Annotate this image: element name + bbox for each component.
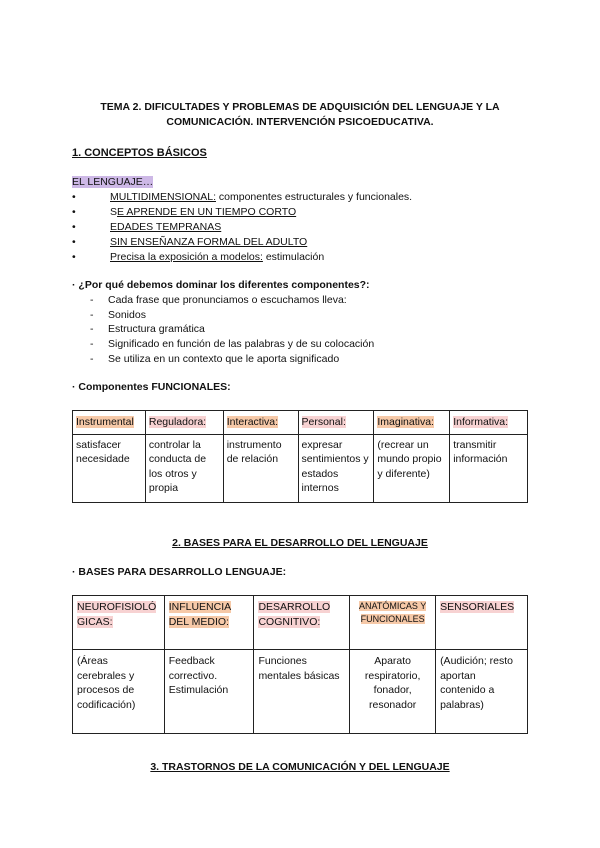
table-cell: Funciones mentales básicas <box>254 650 350 734</box>
lenguaje-label <box>72 175 153 190</box>
bullet-dot: • <box>72 251 76 263</box>
dash-item <box>90 322 94 337</box>
dash-char: - <box>90 338 94 350</box>
table-header-cell <box>436 596 528 650</box>
table-cell: controlar la conducta de los otros y propia <box>145 434 223 502</box>
functional-components-heading: · Componentes FUNCIONALES: <box>72 381 231 393</box>
table-cell: transmitir información <box>450 434 528 502</box>
bullet-item <box>72 205 297 220</box>
bases-subheading: · BASES PARA DESARROLLO LENGUAJE: <box>72 566 287 578</box>
bullet-underlined: MULTIDIMENSIONAL: <box>110 191 216 203</box>
table-header-cell <box>254 596 350 650</box>
table-cell: instrumento de relación <box>223 434 298 502</box>
table-cell: expresar sentimientos y estados internos <box>298 434 374 502</box>
header-interactiva: Interactiva: <box>226 416 279 428</box>
dash-item <box>90 293 94 308</box>
functional-components-table <box>72 410 528 503</box>
table-header-cell <box>298 411 374 435</box>
bullet-underlined: E APRENDE EN UN TIEMPO CORTO <box>117 206 297 218</box>
bullet-dot: • <box>72 236 76 248</box>
table-header-cell <box>164 596 254 650</box>
table-header-cell <box>223 411 298 435</box>
header-sensoriales: SENSORIALES <box>440 601 515 613</box>
dash-item <box>90 308 94 323</box>
dash-item <box>90 352 94 367</box>
dash-item <box>90 337 94 352</box>
dash-item-text: Estructura gramática <box>108 323 205 335</box>
bullet-underlined: Precisa la exposición a modelos: <box>110 251 263 263</box>
components-question: · ¿Por qué debemos dominar los diferentes componentes?: <box>72 279 370 291</box>
header-influencia-medio: INFLUENCIA DEL MEDIO: <box>168 601 232 628</box>
dash-char: - <box>90 309 94 321</box>
section-3-heading: 3. TRASTORNOS DE LA COMUNICACIÓN Y DEL LENGUAJE <box>150 761 450 773</box>
header-anatomicas: ANATÓMICAS Y FUNCIONALES <box>359 601 427 624</box>
bullet-item <box>72 250 325 265</box>
bullet-item <box>72 235 308 250</box>
dash-item-text: Significado en función de las palabras y de su colocación <box>108 338 375 350</box>
bullet-dot: • <box>72 191 76 203</box>
bullet-underlined: EDADES TEMPRANAS <box>110 221 222 233</box>
document-title: TEMA 2. DIFICULTADES Y PROBLEMAS DE ADQUISICIÓN DEL LENGUAJE Y LA COMUNICACIÓN. INTERVENCIÓN PSICOEDUCATIVA. <box>100 101 500 128</box>
table-header-row <box>73 411 528 435</box>
bullet-underlined: SIN ENSEÑANZA FORMAL DEL ADULTO <box>110 236 308 248</box>
table-cell: (Áreas cerebrales y procesos de codificación) <box>73 650 165 734</box>
lenguaje-label-text: EL LENGUAJE… <box>72 176 154 188</box>
table-header-cell <box>350 596 436 650</box>
header-reguladora: Reguladora: <box>148 416 207 428</box>
table-header-cell <box>73 411 146 435</box>
bullet-rest: componentes estructurales y funcionales. <box>215 191 413 203</box>
table-cell: (recrear un mundo propio y diferente) <box>374 434 450 502</box>
table-cell: (Audición; resto aportan contenido a palabras) <box>436 650 528 734</box>
table-cell: Aparato respiratorio, fonador, resonador <box>350 650 436 734</box>
bullet-item <box>72 190 413 205</box>
bullet-dot: • <box>72 221 76 233</box>
table-header-cell <box>450 411 528 435</box>
section-1-heading: 1. CONCEPTOS BÁSICOS <box>72 147 207 159</box>
bullet-dot: • <box>72 206 76 218</box>
dash-char: - <box>90 353 94 365</box>
dash-char: - <box>90 323 94 335</box>
bullet-prefix: S <box>110 206 118 218</box>
table-cell: satisfacer necesidade <box>73 434 146 502</box>
header-informativa: Informativa: <box>453 416 509 428</box>
dash-item-text: Sonidos <box>108 309 146 321</box>
table-header-cell <box>374 411 450 435</box>
header-imaginativa: Imaginativa: <box>377 416 434 428</box>
bases-table <box>72 595 528 734</box>
bullet-rest: estimulación <box>262 251 325 263</box>
table-header-row <box>73 596 528 650</box>
bullet-item <box>72 220 222 235</box>
header-neurofisiologicas: NEUROFISIOLÓGICAS: <box>77 601 157 628</box>
section-2-heading: 2. BASES PARA EL DESARROLLO DEL LENGUAJE <box>172 537 428 549</box>
header-instrumental: Instrumental <box>76 416 134 428</box>
table-header-cell <box>73 596 165 650</box>
table-row <box>73 434 528 502</box>
table-row <box>73 650 528 734</box>
header-desarrollo-cognitivo: DESARROLLO COGNITIVO: <box>258 601 331 628</box>
dash-item-text: Se utiliza en un contexto que le aporta significado <box>108 353 340 365</box>
header-personal: Personal: <box>301 416 346 428</box>
table-cell: Feedback correctivo. Estimulación <box>164 650 254 734</box>
table-header-cell <box>145 411 223 435</box>
dash-char: - <box>90 294 94 306</box>
dash-item-text: Cada frase que pronunciamos o escuchamos lleva: <box>108 294 347 306</box>
